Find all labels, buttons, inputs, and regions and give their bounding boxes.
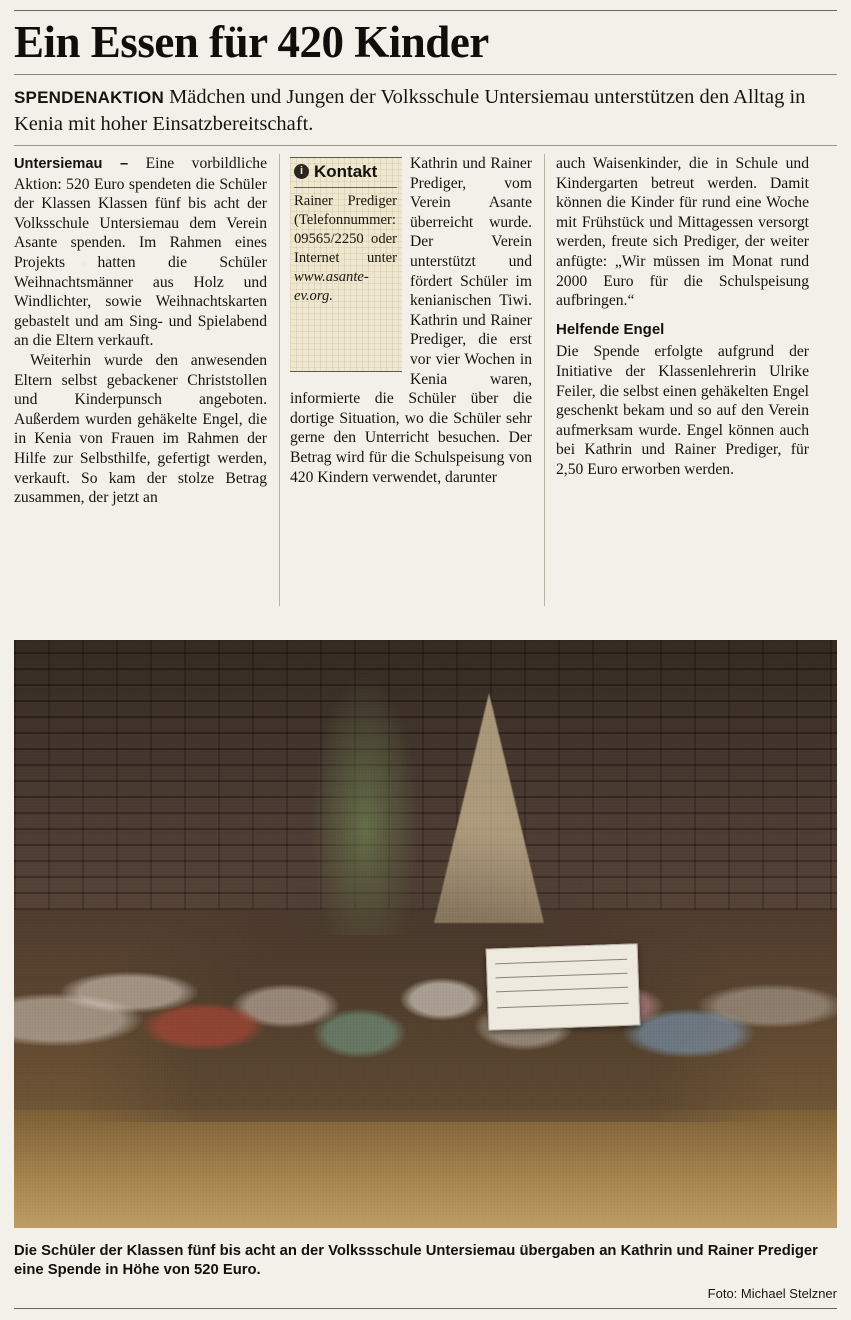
paragraph [14,154,267,351]
photo-credit: Foto: Michael Stelzner [707,1286,837,1301]
infobox-header [294,162,397,182]
photo-caption: Die Schüler der Klassen fünf bis acht an der Volkssschule Untersiemau übergaben an Kathrin und Rainer Prediger eine Spende in Höhe von 520 Euro. [14,1243,818,1278]
infobox-title: Kontakt [314,162,378,181]
paragraph: Kathrin und Rainer Prediger, vom Verein Asante überreicht wurde. Der Verein unterstützt und fördert Schüler im kenianischen Tiwi. Kathrin und Rainer Prediger, die erst vor vier Wochen in Kenia waren, informierte die Schüler über die dortige Situation, wo die Schüler sehr gerne den Unterricht besuchen. Der Betrag wird für die Schulspeisung von 420 Kindern verwendet, darunter [290,155,532,486]
paragraph: Weiterhin wurde den anwesenden Eltern selbst gebackener Christstollen und Kinderpunsch angeboten. Außerdem wurden gehäkelte Engel, die in Kenia von Frauen im Rahmen der Hilfe zur Selbsthilfe, gefertigt werden, verkauft. So kam der stolze Betrag zusammen, der jetzt an [14,351,267,507]
headline-divider [14,74,837,75]
photo-image [14,640,837,1228]
paragraph-text: Eine vorbildliche Aktion: 520 Euro spendeten die Schüler der Klassen Klassen fünf bis acht der Volksschule Untersiemau dem Verein Asante spenden. Im Rahmen eines Projekts hatten die Schüler Weihnachtsmänner aus Holz und Windlichter, sowie Weihnachtskarten gebastelt und am Sing- und Spielabend an die Eltern verkauft. [14,155,267,350]
article-deck [14,84,837,137]
column-two [279,154,544,606]
deck-divider [14,145,837,146]
page-inner [14,10,837,1310]
photo-figure [14,640,837,1228]
photo-grain-overlay [14,640,837,1228]
column-one [14,154,279,606]
page-title: Ein Essen für 420 Kinder [14,17,489,67]
column-three [544,154,809,606]
bottom-divider [14,1308,837,1309]
paragraph: Die Spende erfolgte aufgrund der Initiative der Klassenlehrerin Ulrike Feiler, die selbst einen gehäkelten Engel geschenkt bekam und so auf den Verein aufmerksam wurde. Engel können auch bei Kathrin und Rainer Prediger, für 2,50 Euro erworben werden. [556,343,809,478]
infobox-body [294,192,397,306]
dateline: Untersiemau – [14,156,129,172]
infobox-url[interactable]: www.asante-ev.org. [294,268,369,304]
article-kicker: SPENDENAKTION [14,88,164,107]
contact-infobox [290,157,402,372]
article-deck-text: Mädchen und Jungen der Volksschule Untersiemau unterstützen den Alltag in Kenia mit hoher Einsatzbereitschaft. [14,86,806,135]
top-divider [14,10,837,11]
article-columns [14,154,837,606]
info-icon: i [294,164,309,179]
section-subhead: Helfende Engel [556,320,665,338]
infobox-divider [294,187,397,188]
infobox-text: Rainer Prediger (Telefonnummer: 09565/2250 oder Internet unter [294,192,397,266]
paragraph: auch Waisenkinder, die in Schule und Kindergarten betreut werden. Damit können die Kinder für rund eine Woche mit Frühstück und Mittagessen versorgt werden, freute sich Prediger, der weiter anfügte: „Wir müssen im Monat rund 2000 Euro für die Schulspeisung aufbringen.“ [556,155,809,310]
